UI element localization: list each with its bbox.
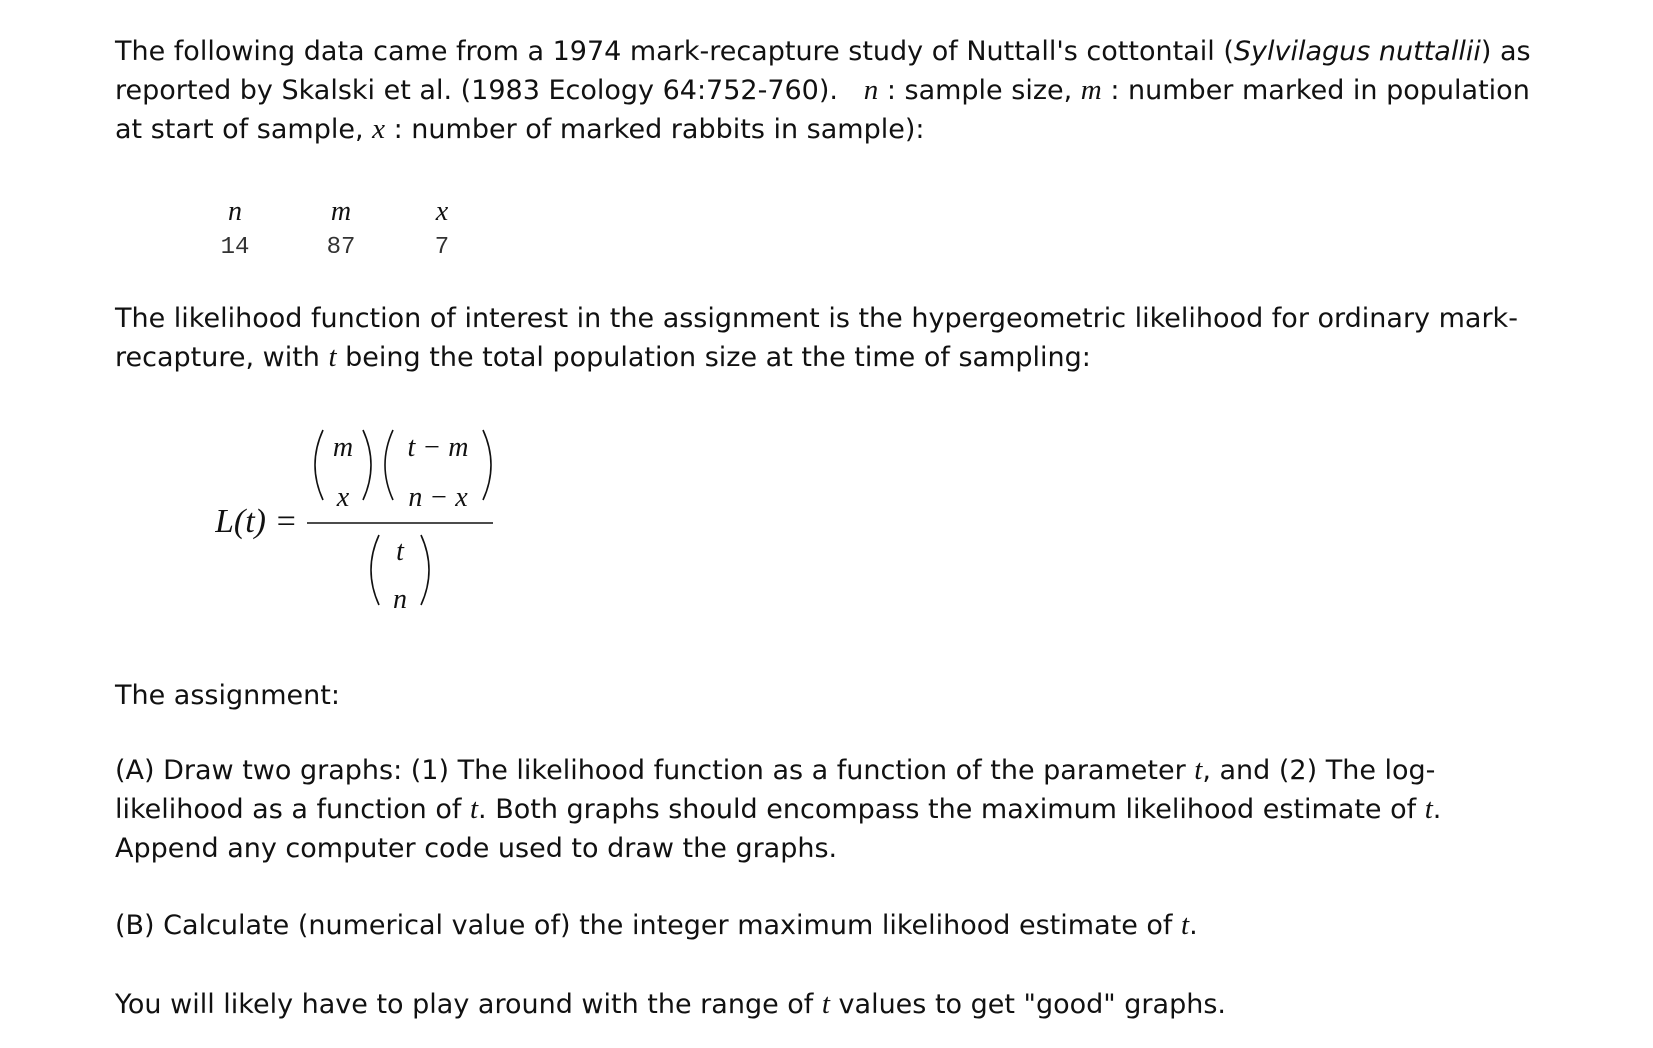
binom2-left-paren: [385, 430, 393, 500]
formula-lhs: L(t) =: [215, 503, 298, 540]
intro-paragraph: [115, 32, 1535, 149]
binom3-left-paren: [371, 535, 379, 605]
header-n: n: [228, 196, 242, 227]
binom1-right-paren: [363, 430, 371, 500]
closing-note: [115, 985, 1535, 1024]
likelihood-paragraph: [115, 299, 1535, 377]
likelihood-text-end: being the total population size at the time of sampling:: [345, 342, 1091, 373]
binom1-left-paren: [315, 430, 323, 500]
part-a: [115, 751, 1535, 868]
assignment-heading: The assignment:: [115, 680, 340, 711]
part-b-end: .: [1189, 910, 1198, 941]
binom3-bottom: n: [393, 584, 407, 615]
var-n: n: [863, 74, 879, 106]
intro-citation: ) as reported by Skalski et al. (1983 Ecology 64:752-760).: [115, 36, 1531, 106]
def-n: : sample size,: [886, 75, 1073, 106]
part-a-text-4: . Append any computer code used to draw the graphs.: [115, 794, 1442, 864]
var-m: m: [1080, 74, 1102, 106]
part-b-var-t: t: [1181, 909, 1190, 941]
likelihood-text: The likelihood function of interest in the assignment is the hypergeometric likelihood for ordinary mark-recapture, with: [115, 303, 1518, 373]
part-a-var-t3: t: [1424, 793, 1433, 825]
value-m: 87: [326, 234, 356, 261]
part-a-text-3: . Both graphs should encompass the maximum likelihood estimate of: [478, 794, 1417, 825]
header-m: m: [330, 196, 352, 227]
binom2-top: t − m: [407, 432, 469, 463]
part-a-text-2: , and (2) The log-likelihood as a function of: [115, 755, 1436, 825]
species-name: Sylvilagus nuttallii: [1233, 36, 1481, 67]
value-x: 7: [434, 234, 450, 261]
part-a-var-t2: t: [469, 793, 479, 825]
part-a-var-t1: t: [1194, 754, 1203, 786]
part-b-text: (B) Calculate (numerical value of) the integer maximum likelihood estimate of: [115, 910, 1173, 941]
binom3-right-paren: [421, 535, 429, 605]
closing-text: You will likely have to play around with the range of: [115, 989, 814, 1020]
var-t: t: [328, 341, 337, 373]
likelihood-formula: [215, 420, 515, 640]
header-x: x: [435, 196, 449, 227]
closing-text-end: values to get "good" graphs.: [838, 989, 1226, 1020]
var-x: x: [372, 113, 386, 145]
binom3-top: t: [396, 536, 404, 567]
part-a-text-1: (A) Draw two graphs: (1) The likelihood function as a function of the parameter: [115, 755, 1186, 786]
binom2-right-paren: [483, 430, 491, 500]
closing-var-t: t: [821, 988, 830, 1020]
binom2-bottom: n − x: [408, 482, 468, 513]
def-m: : number marked in population at start of sample,: [115, 75, 1530, 145]
binom1-bottom: x: [336, 482, 350, 513]
value-n: 14: [220, 234, 250, 261]
binom1-top: m: [332, 432, 354, 463]
def-x: : number of marked rabbits in sample):: [393, 114, 925, 145]
intro-text: The following data came from a 1974 mark-recapture study of Nuttall's cottontail (: [115, 36, 1234, 67]
part-b: [115, 906, 1535, 945]
